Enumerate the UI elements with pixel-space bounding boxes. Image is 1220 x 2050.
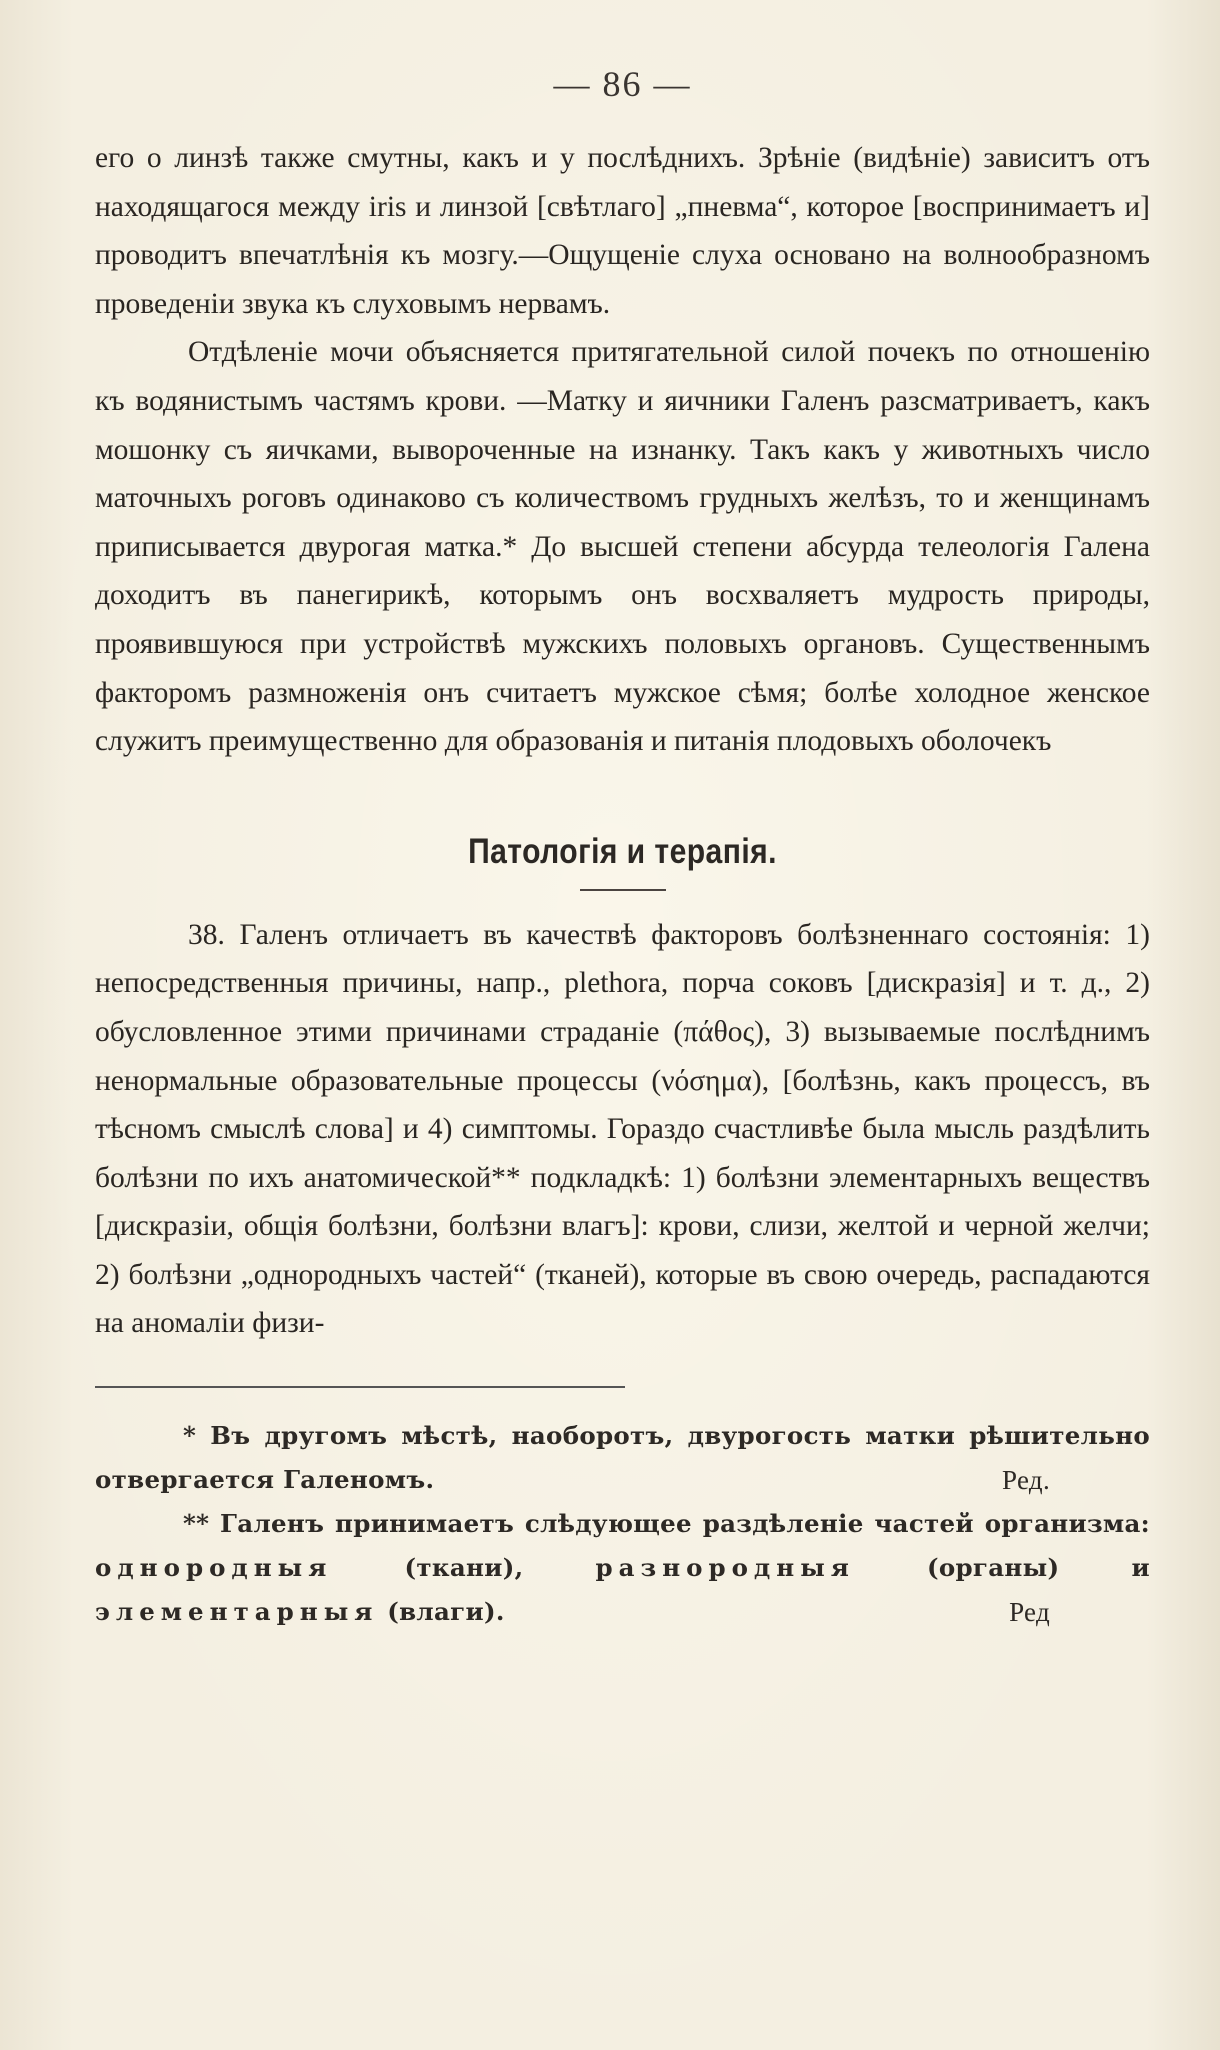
page-number: — 86 — <box>553 64 692 104</box>
section-text <box>95 911 1150 1348</box>
paragraph-2: Отдѣленіе мочи объясняется притягательной силой почекъ по отношенію къ водянистымъ частямъ крови. —Матку и яичники Галенъ разсматриваетъ, какъ мошонку съ яичками, вывороченные на изнанку. Такъ какъ у животныхъ число маточныхъ роговъ одинаково съ количествомъ грудныхъ желѣзъ, то и женщинамъ приписывается двурогая матка.* До высшей степени абсурда телеологія Галена доходитъ въ панегирикѣ, которымъ онъ восхваляетъ мудрость природы, проявившуюся при устройствѣ мужскихъ половыхъ органовъ. Существеннымъ факторомъ размноженія онъ считаетъ мужское сѣмя; болѣе холодное женское служитъ преимущественно для образованія и питанія плодовыхъ оболочекъ <box>95 336 1150 758</box>
main-text <box>95 134 1150 766</box>
paragraph-3: 38. Галенъ отличаетъ въ качествѣ факторовъ болѣзненнаго состоянія: 1) непосредственныя причины, напр., plethora, порча соковъ [дискразія] и т. д., 2) обусловленное этими причинами страданіе (πάθος), 3) вызываемые послѣднимъ ненормальные образовательные процессы (νόσημα), [болѣзнь, какъ процессъ, въ тѣсномъ смыслѣ слова] и 4) симптомы. Гораздо счастливѣе была мысль раздѣлить болѣзни по ихъ анатомической** подкладкѣ: 1) болѣзни элементарныхъ веществъ [дискразіи, общія болѣзни, болѣзни влагъ]: крови, слизи, желтой и черной желчи; 2) болѣзни „однородныхъ частей“ (тканей), которые въ свою очередь, распадаются на аномаліи физи- <box>95 918 1150 1340</box>
footnote-2-term-3: элементарныя <box>95 1597 379 1627</box>
footnote-2 <box>95 1502 1150 1634</box>
footnote-1 <box>95 1414 1150 1502</box>
footnotes <box>95 1414 1150 1634</box>
footnote-2-term-2: разнородныя <box>595 1553 855 1583</box>
section-title: Патологія и терапія. <box>468 831 777 871</box>
footnote-2-editor-mark: Ред <box>1009 1597 1050 1628</box>
footnote-1-editor-mark: Ред. <box>1002 1465 1050 1496</box>
paragraph-1: его о линзѣ также смутны, какъ и у послѣднихъ. Зрѣніе (видѣніе) зависитъ отъ находящагося между iris и линзой [свѣтлаго] „пневма“, которое [воспринимаетъ и] проводитъ впечатлѣнія къ мозгу.—Ощущеніе слуха основано на волнообразномъ проведеніи звука къ слуховымъ нервамъ. <box>95 142 1150 320</box>
footnote-2-text-d: (влаги). <box>378 1597 505 1627</box>
footnote-2-text-a: ** Галенъ принимаетъ слѣдующее раздѣленіе частей организма: <box>183 1509 1150 1539</box>
footnote-2-text-b: (ткани), <box>332 1553 596 1583</box>
footnote-2-term-1: однородныя <box>95 1553 333 1583</box>
footnote-2-text-c: (органы) и <box>854 1553 1150 1583</box>
title-divider <box>580 889 666 891</box>
footnote-1-text: * Въ другомъ мѣстѣ, наоборотъ, двурогость матки рѣшительно отвергается Галеномъ. <box>95 1421 1150 1495</box>
footnote-divider <box>95 1386 625 1388</box>
